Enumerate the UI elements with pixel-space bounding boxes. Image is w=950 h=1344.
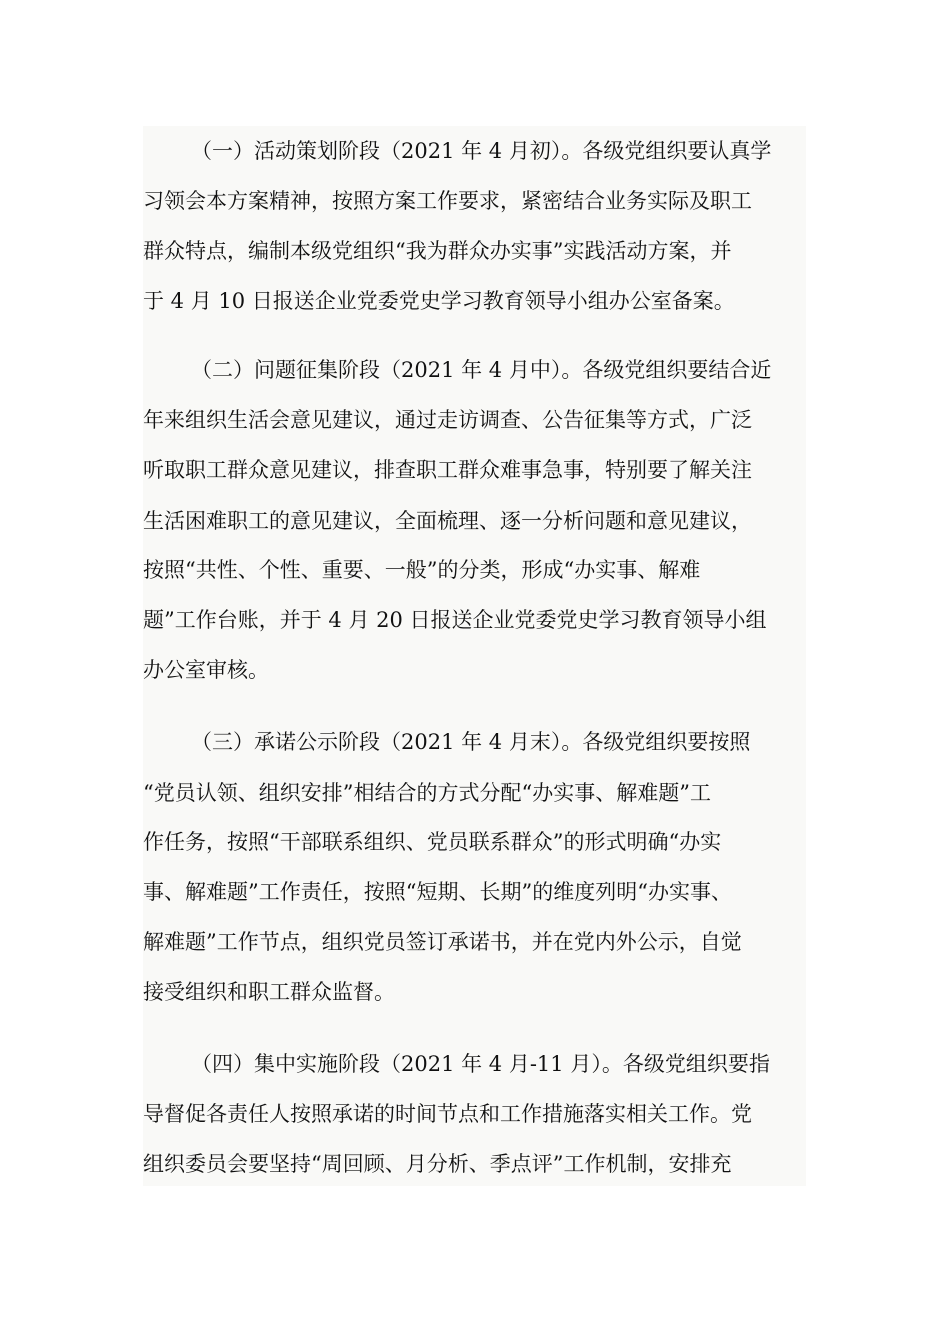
paragraph-4-line-2: 导督促各责任人按照承诺的时间节点和工作措施落实相关工作。党 <box>143 1102 752 1126</box>
paragraph-3-line-2: “党员认领、组织安排”相结合的方式分配“办实事、解难题”工 <box>143 781 711 805</box>
paragraph-2-line-4: 生活困难职工的意见建议，全面梳理、逐一分析问题和意见建议， <box>143 509 752 533</box>
paragraph-1-line-3: 群众特点，编制本级党组织“我为群众办实事”实践活动方案，并 <box>143 239 732 263</box>
paragraph-1-line-1: （一）活动策划阶段（2021 年 4 月初）。各级党组织要认真学 <box>191 139 772 163</box>
paragraph-3-line-4: 事、解难题”工作责任，按照“短期、长期”的维度列明“办实事、 <box>143 880 732 904</box>
paragraph-3-line-1: （三）承诺公示阶段（2021 年 4 月末）。各级党组织要按照 <box>191 730 751 754</box>
paragraph-3-line-3: 作任务，按照“干部联系组织、党员联系群众”的形式明确“办实 <box>143 830 722 854</box>
paragraph-1-line-2: 习领会本方案精神，按照方案工作要求，紧密结合业务实际及职工 <box>143 189 752 213</box>
paragraph-1-line-4: 于 4 月 10 日报送企业党委党史学习教育领导小组办公室备案。 <box>143 289 735 313</box>
paragraph-4-line-1: （四）集中实施阶段（2021 年 4 月-11 月）。各级党组织要指 <box>191 1052 770 1076</box>
paragraph-2-line-7: 办公室审核。 <box>143 658 269 682</box>
paragraph-3-line-6: 接受组织和职工群众监督。 <box>143 980 395 1004</box>
paragraph-2-line-2: 年来组织生活会意见建议，通过走访调查、公告征集等方式，广泛 <box>143 408 752 432</box>
paragraph-4-line-3: 组织委员会要坚持“周回顾、月分析、季点评”工作机制，安排充 <box>143 1152 732 1176</box>
paragraph-2-line-1: （二）问题征集阶段（2021 年 4 月中）。各级党组织要结合近 <box>191 358 772 382</box>
paragraph-2-line-6: 题”工作台账，并于 4 月 20 日报送企业党委党史学习教育领导小组 <box>143 608 767 632</box>
paragraph-3-line-5: 解难题”工作节点，组织党员签订承诺书，并在党内外公示，自觉 <box>143 930 742 954</box>
paragraph-2-line-5: 按照“共性、个性、重要、一般”的分类，形成“办实事、解难 <box>143 558 701 582</box>
paragraph-2-line-3: 听取职工群众意见建议，排查职工群众难事急事，特别要了解关注 <box>143 458 752 482</box>
